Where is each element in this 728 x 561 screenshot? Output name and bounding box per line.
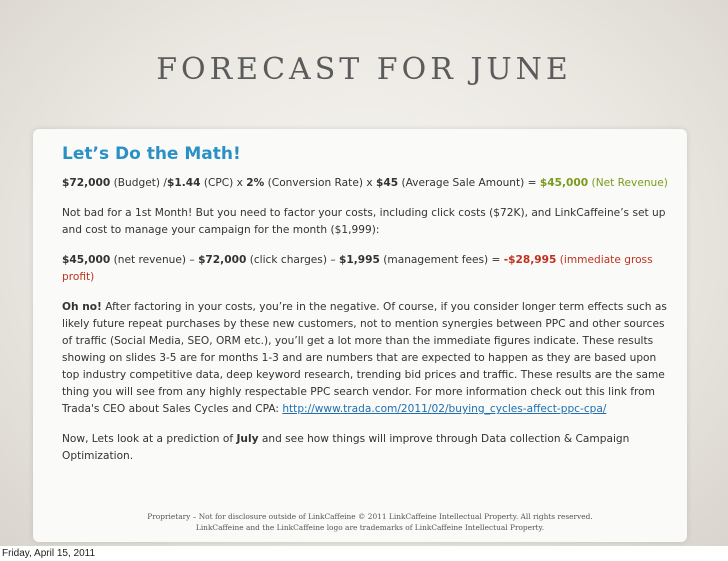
budget-value: $72,000 bbox=[62, 177, 111, 189]
section-heading: Let’s Do the Math! bbox=[62, 144, 241, 164]
analysis-paragraph bbox=[62, 299, 670, 418]
cpc-label: (CPC) x bbox=[200, 177, 247, 189]
prediction-text-a: Now, Lets look at a prediction of bbox=[62, 433, 237, 445]
management-fees-value: $1,995 bbox=[339, 254, 380, 266]
gross-profit-line bbox=[62, 252, 670, 286]
cpc-value: $1.44 bbox=[166, 177, 201, 189]
footer-line-2: LinkCaffeine and the LinkCaffeine logo are trademarks of LinkCaffeine Intellectual Property. bbox=[195, 522, 545, 532]
avg-sale-label: (Average Sale Amount) = bbox=[398, 177, 540, 189]
management-fees-label: (management fees) = bbox=[379, 254, 504, 266]
revenue-label: (net revenue) – bbox=[110, 254, 199, 266]
analysis-text: After factoring in your costs, you’re in the negative. Of course, if you consider longer term effects such as likely future repeat purchases by these new customers, not to mention synergies between PPC and other sources of traffic (Social Media, SEO, ORM etc.), you’ll get a lot more than the immediate figures indicate. These results showing on slides 3-5 are for months 1-3 and are numbers that are expected to happen as they are based upon top industry competitive data, deep keyword research, trending bid prices and traffic. These results are the same thing you will see from any highly respectable PPC search vendor. For more information check out this link from Trada's CEO about Sales Cycles and CPA: bbox=[62, 301, 667, 415]
gross-profit-value: -$28,995 bbox=[503, 254, 557, 266]
budget-label: (Budget) / bbox=[110, 177, 167, 189]
prediction-text-b: and see how things will improve through Data collection & Campaign Optimization. bbox=[62, 433, 630, 462]
trada-link[interactable]: http://www.trada.com/2011/02/buying_cycles-affect-ppc-cpa/ bbox=[282, 403, 607, 415]
net-revenue-label: (Net Revenue) bbox=[588, 177, 668, 189]
cost-paragraph: Not bad for a 1st Month! But you need to factor your costs, including click costs ($72K), and LinkCaffeine’s set up and cost to manage your campaign for the month ($1,999): bbox=[62, 207, 666, 236]
revenue-value: $45,000 bbox=[62, 254, 111, 266]
click-charges-value: $72,000 bbox=[198, 254, 247, 266]
math-line bbox=[62, 175, 670, 192]
print-date: Friday, April 15, 2011 bbox=[2, 548, 96, 559]
gross-profit-label: (immediate gross profit) bbox=[62, 254, 653, 283]
slide-footer bbox=[120, 512, 620, 533]
prediction-paragraph bbox=[62, 431, 670, 465]
july-text: July bbox=[236, 433, 259, 445]
oh-no-text: Oh no! bbox=[62, 301, 102, 313]
slide-content bbox=[62, 143, 670, 478]
conversion-value: 2% bbox=[246, 177, 265, 189]
avg-sale-value: $45 bbox=[376, 177, 399, 189]
conversion-label: (Conversion Rate) x bbox=[264, 177, 376, 189]
net-revenue-value: $45,000 bbox=[539, 177, 589, 189]
footer-line-1: Proprietary – Not for disclosure outside of LinkCaffeine © 2011 LinkCaffeine Intellectual Property. All rights reserved. bbox=[147, 512, 593, 521]
click-charges-label: (click charges) – bbox=[246, 254, 339, 266]
slide-title: FORECAST FOR JUNE bbox=[156, 52, 572, 87]
